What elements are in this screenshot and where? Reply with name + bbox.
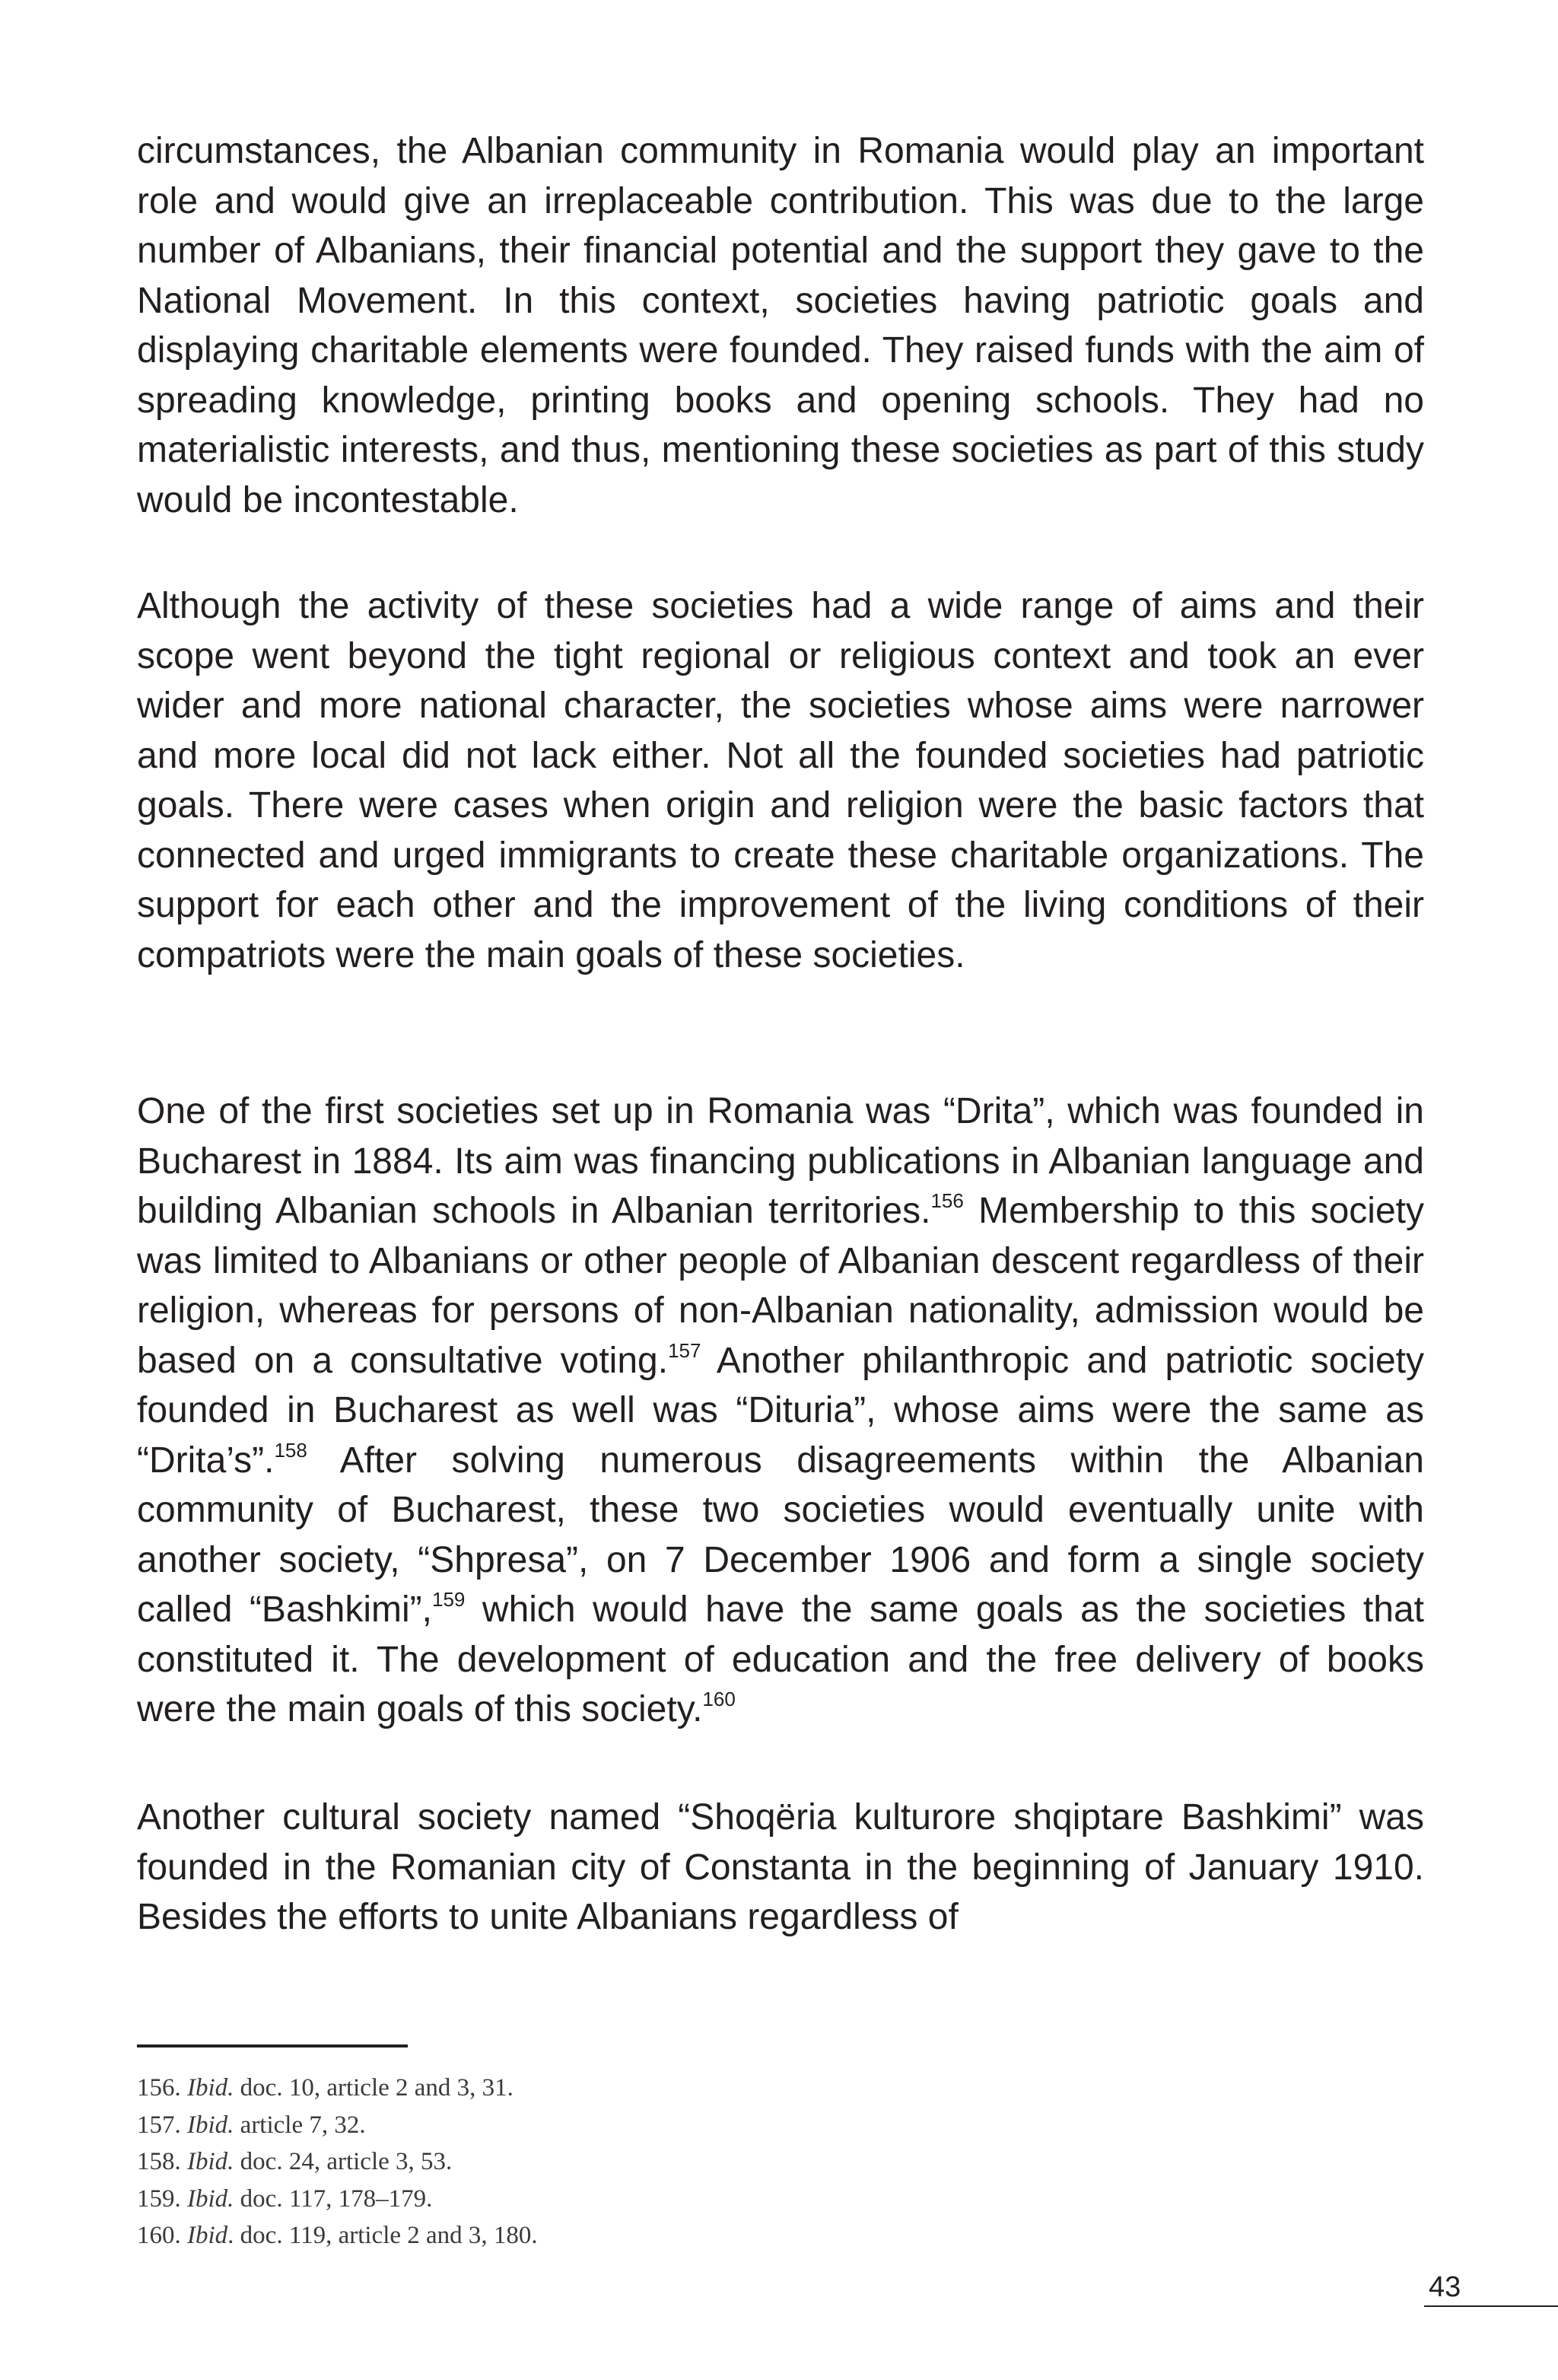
footnote-ibid: Ibid. (187, 2184, 234, 2213)
footnote-157 (137, 2107, 1050, 2144)
footnote-ibid: Ibid. (187, 2148, 234, 2175)
paragraph-constanta-society: Another cultural society named “Shoqëria kulturore shqiptare Bashkimi” was founded in the Romanian city of Constanta in the beginning of January 1910. Besides the efforts to unite Albanians regardless of (137, 1797, 1424, 1937)
footnote-text: doc. 24, article 3, 53. (234, 2148, 453, 2175)
footnote-ref-159[interactable]: 159 (431, 1588, 466, 1611)
footnote-divider (137, 2044, 408, 2048)
footnote-ibid: Ibid. (187, 2111, 234, 2139)
footnote-156 (137, 2070, 1050, 2107)
page-number: 43 (1429, 2271, 1461, 2303)
footnote-ref-156[interactable]: 156 (930, 1189, 964, 1212)
paragraph-text: After solving numerous disagreements within the Albanian community of Bucharest, these two societies would eventually unite with another society, “Shpresa”, on 7 December 1906 and form a single society called “Bashkimi”, (137, 1440, 1424, 1630)
footnote-text: doc. 10, article 2 and 3, 31. (234, 2074, 514, 2102)
footnote-ibid: Ibid. (187, 2074, 234, 2102)
paragraph-drita-society (137, 1087, 1424, 1735)
paragraph-text: which would have the same goals as the societies that constituted it. The development of education and the free delivery of books were the main goals of this society. (137, 1589, 1424, 1729)
footnote-160 (137, 2217, 1050, 2254)
footnote-ref-157[interactable]: 157 (668, 1338, 701, 1362)
footnote-text: . doc. 119, article 2 and 3, 180. (227, 2222, 538, 2249)
footnote-ref-158[interactable]: 158 (274, 1438, 307, 1462)
paragraph-text: Another philanthropic and patriotic society founded in Bucharest as well was “Dituria”, whose aims were the same as “Drita’s”. (137, 1340, 1425, 1481)
paragraph-text: One of the first societies set up in Romania was “Drita”, which was founded in Bucharest in 1884. Its aim was financing publications in Albanian language and building Albanian schools in Albanian territories. (137, 1091, 1424, 1231)
footnote-158 (137, 2143, 1050, 2181)
footnote-text: article 7, 32. (234, 2111, 366, 2139)
footnote-159 (137, 2181, 1050, 2218)
footnote-number: 156. (137, 2074, 187, 2102)
paragraph-circumstances: circumstances, the Albanian community in Romania would play an important role and would give an irreplaceable contribution. This was due to the large number of Albanians, their financial potential and the support they gave to the National Movement. In this context, societies having patriotic goals and displaying charitable elements were founded. They raised funds with the aim of spreading knowledge, printing books and opening schools. They had no materialistic interests, and thus, mentioning these societies as part of this study would be incontestable. (137, 131, 1424, 520)
paragraph-text: Membership to this society was limited to Albanians or other people of Albanian descent regardless of their religion, whereas for persons of non-Albanian nationality, admission would be based on a consultative voting. (137, 1191, 1424, 1381)
footnote-ibid: Ibid (187, 2222, 228, 2249)
footnote-number: 158. (137, 2148, 187, 2175)
footnote-number: 159. (137, 2184, 187, 2213)
paragraph-societies-aims: Although the activity of these societies had a wide range of aims and their scope went beyond the tight regional or religious context and took an ever wider and more national character, the societies whose aims were narrower and more local did not lack either. Not all the founded societies had patriotic goals. There were cases when origin and religion were the basic factors that connected and urged immigrants to create these charitable organizations. The support for each other and the improvement of the living conditions of their compatriots were the main goals of these societies. (137, 586, 1424, 975)
footnote-number: 160. (137, 2222, 187, 2249)
page-number-rule (1424, 2305, 1558, 2307)
footnote-text: doc. 117, 178–179. (234, 2184, 433, 2213)
footnote-number: 157. (137, 2111, 187, 2139)
footnotes-list (137, 2070, 1050, 2254)
footnote-ref-160[interactable]: 160 (702, 1688, 736, 1710)
